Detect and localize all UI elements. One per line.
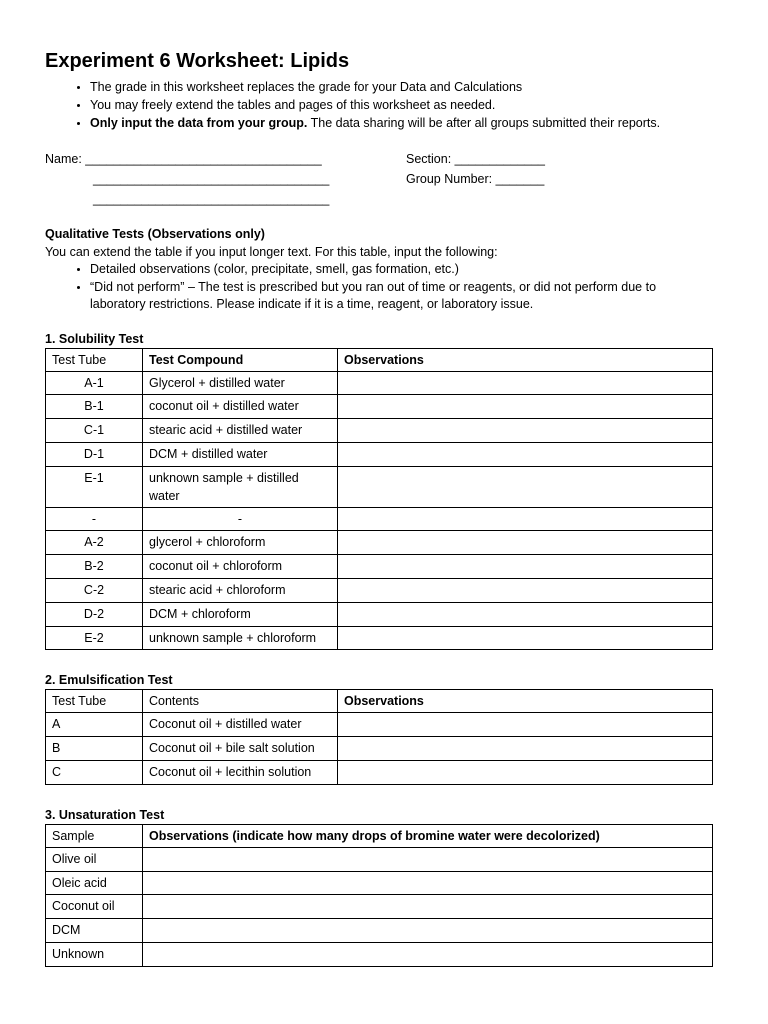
sample-cell: Oleic acid [46, 871, 143, 895]
test-tube-cell: E-1 [46, 466, 143, 507]
observation-cell[interactable] [338, 371, 713, 395]
solubility-table [45, 348, 713, 651]
test-tube-cell: A-2 [46, 531, 143, 555]
test-tube-cell: C [46, 761, 143, 785]
name-field-line-3[interactable]: __________________________________ [93, 192, 330, 206]
student-info-fields [45, 150, 713, 220]
emulsification-header-observations: Observations [338, 690, 713, 713]
qualitative-bullet-2: • “Did not perform” – The test is prescribed but you ran out of time or reagents, or did not perform due to laboratory restrictions. Please indicate if it is a time, reagent, or laboratory issue. [90, 279, 713, 314]
table-row [46, 419, 713, 443]
test-tube-cell: - [46, 507, 143, 531]
observation-cell[interactable] [338, 626, 713, 650]
solubility-header-row [46, 348, 713, 371]
solubility-header-test-compound: Test Compound [143, 348, 338, 371]
observation-cell[interactable] [143, 895, 713, 919]
test-tube-cell: C-2 [46, 579, 143, 603]
table-row [46, 713, 713, 737]
compound-cell: DCM + distilled water [143, 442, 338, 466]
test-tube-cell: B-1 [46, 395, 143, 419]
table-row [46, 943, 713, 967]
observation-cell[interactable] [143, 847, 713, 871]
sample-cell: Olive oil [46, 847, 143, 871]
group-number-field[interactable]: Group Number: _______ [406, 172, 545, 186]
table-row [46, 626, 713, 650]
name-field-line-2[interactable]: __________________________________ [93, 172, 330, 186]
test-tube-cell: B-2 [46, 555, 143, 579]
sample-cell: Coconut oil [46, 895, 143, 919]
table-row [46, 871, 713, 895]
test-tube-cell: D-2 [46, 602, 143, 626]
observation-cell[interactable] [338, 531, 713, 555]
section-field[interactable]: Section: _____________ [406, 152, 546, 166]
qualitative-instructions [45, 226, 713, 314]
compound-cell: coconut oil + distilled water [143, 395, 338, 419]
table-row [46, 737, 713, 761]
name-field-line-1[interactable]: Name: __________________________________ [45, 152, 322, 166]
emulsification-heading: 2. Emulsification Test [45, 673, 173, 688]
unsaturation-header-sample: Sample [46, 824, 143, 847]
compound-cell: Glycerol + distilled water [143, 371, 338, 395]
observation-cell[interactable] [143, 919, 713, 943]
page-title: Experiment 6 Worksheet: Lipids [45, 50, 350, 72]
intro-bullet-1: • The grade in this worksheet replaces the grade for your Data and Calculations [90, 78, 713, 96]
emulsification-table [45, 689, 713, 784]
intro-bullet-3-bold: Only input the data from your group. [90, 116, 308, 130]
observation-cell[interactable] [338, 713, 713, 737]
observation-cell[interactable] [143, 871, 713, 895]
table-row [46, 531, 713, 555]
contents-cell: Coconut oil + distilled water [143, 713, 338, 737]
intro-bullet-2: • You may freely extend the tables and pages of this worksheet as needed. [90, 96, 713, 114]
observation-cell[interactable] [338, 555, 713, 579]
intro-bullet-3-rest: The data sharing will be after all groups submitted their reports. [307, 116, 661, 130]
observation-cell[interactable] [338, 442, 713, 466]
worksheet-page [45, 48, 713, 967]
table-row [46, 761, 713, 785]
table-row [46, 602, 713, 626]
solubility-heading: 1. Solubility Test [45, 331, 144, 346]
test-tube-cell: E-2 [46, 626, 143, 650]
compound-cell: coconut oil + chloroform [143, 555, 338, 579]
observation-cell[interactable] [338, 602, 713, 626]
table-row [46, 371, 713, 395]
observation-cell[interactable] [143, 943, 713, 967]
compound-cell: unknown sample + distilled water [143, 466, 338, 507]
table-row [46, 847, 713, 871]
table-row [46, 919, 713, 943]
emulsification-header-row [46, 690, 713, 713]
test-tube-cell: A-1 [46, 371, 143, 395]
compound-cell: glycerol + chloroform [143, 531, 338, 555]
test-tube-cell: D-1 [46, 442, 143, 466]
unsaturation-header-observations: Observations (indicate how many drops of bromine water were decolorized) [143, 824, 713, 847]
contents-cell: Coconut oil + lecithin solution [143, 761, 338, 785]
table-row [46, 442, 713, 466]
observation-cell[interactable] [338, 761, 713, 785]
compound-cell: stearic acid + chloroform [143, 579, 338, 603]
sample-cell: Unknown [46, 943, 143, 967]
table-row [46, 579, 713, 603]
contents-cell: Coconut oil + bile salt solution [143, 737, 338, 761]
observation-cell[interactable] [338, 395, 713, 419]
intro-bullet-3 [90, 114, 713, 132]
observation-cell[interactable] [338, 466, 713, 507]
table-row [46, 895, 713, 919]
compound-cell: DCM + chloroform [143, 602, 338, 626]
unsaturation-heading: 3. Unsaturation Test [45, 807, 165, 822]
test-tube-cell: C-1 [46, 419, 143, 443]
qualitative-bullet-1: • Detailed observations (color, precipitate, smell, gas formation, etc.) [90, 261, 713, 279]
qualitative-intro: You can extend the table if you input longer text. For this table, input the following: [45, 245, 498, 259]
observation-cell[interactable] [338, 507, 713, 531]
observation-cell[interactable] [338, 579, 713, 603]
qualitative-heading: Qualitative Tests (Observations only) [45, 227, 265, 241]
test-tube-cell: A [46, 713, 143, 737]
qualitative-list [45, 261, 713, 314]
intro-list [45, 78, 713, 132]
unsaturation-table [45, 824, 713, 967]
compound-cell: stearic acid + distilled water [143, 419, 338, 443]
table-row [46, 555, 713, 579]
observation-cell[interactable] [338, 419, 713, 443]
compound-cell: unknown sample + chloroform [143, 626, 338, 650]
observation-cell[interactable] [338, 737, 713, 761]
test-tube-cell: B [46, 737, 143, 761]
unsaturation-header-row [46, 824, 713, 847]
table-row [46, 466, 713, 507]
emulsification-header-contents: Contents [143, 690, 338, 713]
sample-cell: DCM [46, 919, 143, 943]
solubility-header-test-tube: Test Tube [46, 348, 143, 371]
table-row [46, 507, 713, 531]
compound-cell: - [143, 507, 338, 531]
table-row [46, 395, 713, 419]
emulsification-header-test-tube: Test Tube [46, 690, 143, 713]
solubility-header-observations: Observations [338, 348, 713, 371]
